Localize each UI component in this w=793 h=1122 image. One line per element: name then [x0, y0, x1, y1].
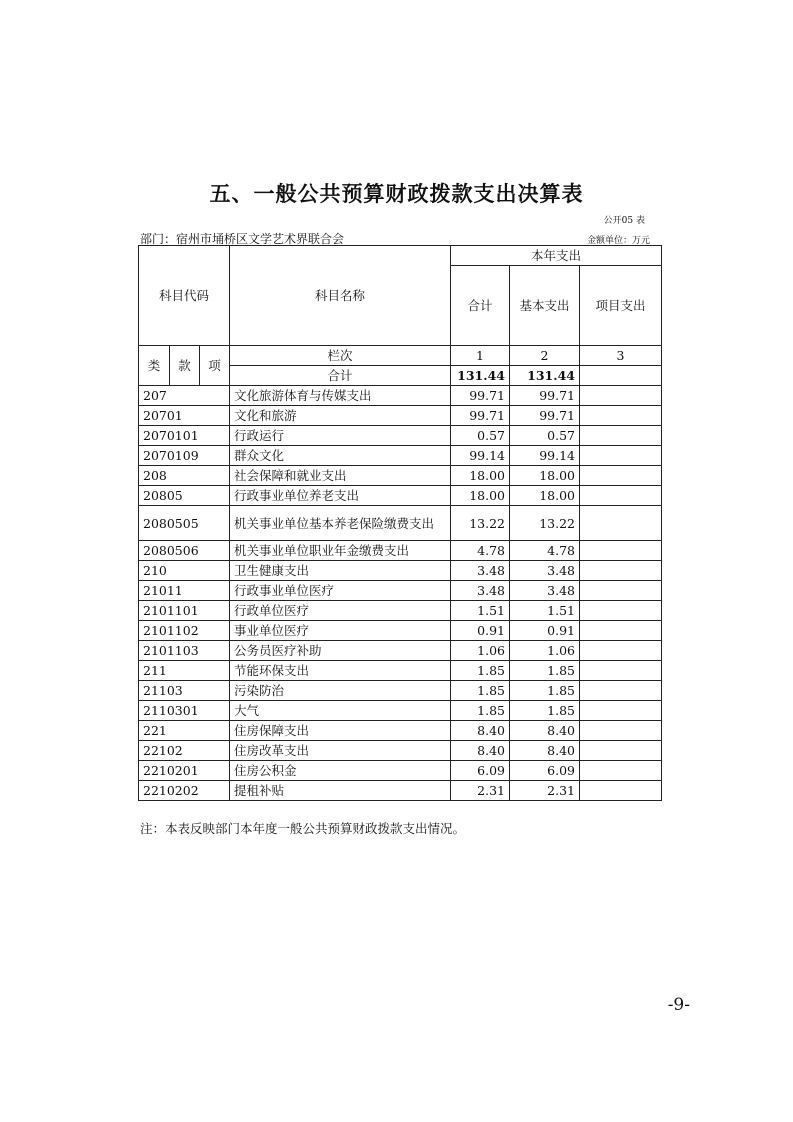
row-project [580, 426, 662, 446]
row-basic: 6.09 [510, 761, 580, 781]
row-name: 污染防治 [230, 681, 451, 701]
table-row [139, 426, 662, 446]
amount-unit-label: 金额单位：万元 [586, 236, 650, 246]
table-row [139, 601, 662, 621]
row-total: 8.40 [451, 741, 510, 761]
row-basic: 3.48 [510, 581, 580, 601]
row-basic: 4.78 [510, 541, 580, 561]
summary-project [580, 366, 662, 386]
header-category: 类 [139, 346, 170, 386]
table-row [139, 486, 662, 506]
row-total: 8.40 [451, 721, 510, 741]
row-name: 文化和旅游 [230, 406, 451, 426]
row-name: 节能环保支出 [230, 661, 451, 681]
header-xiang: 项 [200, 346, 230, 386]
page-title: 五、一般公共预算财政拨款支出决算表 [209, 182, 584, 206]
row-project [580, 661, 662, 681]
header-basic: 基本支出 [510, 266, 580, 346]
row-code: 21103 [139, 681, 230, 701]
row-basic: 1.85 [510, 681, 580, 701]
table-row [139, 741, 662, 761]
row-name: 卫生健康支出 [230, 561, 451, 581]
table-row [139, 681, 662, 701]
row-code: 221 [139, 721, 230, 741]
table-row [139, 446, 662, 466]
row-total: 99.14 [451, 446, 510, 466]
row-total: 1.85 [451, 701, 510, 721]
row-basic: 18.00 [510, 466, 580, 486]
header-row-1 [139, 246, 662, 266]
row-basic: 99.14 [510, 446, 580, 466]
row-total: 18.00 [451, 486, 510, 506]
column-number-1: 1 [451, 346, 510, 366]
row-code: 2210201 [139, 761, 230, 781]
row-project [580, 781, 662, 801]
row-code: 2101103 [139, 641, 230, 661]
form-number: 公开05 表 [603, 216, 645, 226]
row-code: 20805 [139, 486, 230, 506]
row-code: 210 [139, 561, 230, 581]
table-row [139, 386, 662, 406]
row-name: 群众文化 [230, 446, 451, 466]
row-basic: 99.71 [510, 386, 580, 406]
summary-basic: 131.44 [510, 366, 580, 386]
header-row-3 [139, 346, 662, 366]
summary-label: 合计 [230, 366, 451, 386]
row-project [580, 486, 662, 506]
row-total: 99.71 [451, 386, 510, 406]
row-name: 公务员医疗补助 [230, 641, 451, 661]
header-name: 科目名称 [230, 246, 451, 346]
row-total: 1.51 [451, 601, 510, 621]
column-number-2: 2 [510, 346, 580, 366]
row-basic: 0.91 [510, 621, 580, 641]
row-basic: 2.31 [510, 781, 580, 801]
table-row [139, 781, 662, 801]
row-basic: 1.51 [510, 601, 580, 621]
row-project [580, 561, 662, 581]
row-name: 机关事业单位基本养老保险缴费支出 [230, 506, 451, 541]
row-code: 2070109 [139, 446, 230, 466]
header-lanci: 栏次 [230, 346, 451, 366]
header-project: 项目支出 [580, 266, 662, 346]
table-row [139, 406, 662, 426]
row-total: 3.48 [451, 561, 510, 581]
row-total: 0.57 [451, 426, 510, 446]
row-total: 3.48 [451, 581, 510, 601]
table-row [139, 506, 662, 541]
row-code: 22102 [139, 741, 230, 761]
table-row [139, 641, 662, 661]
row-code: 2101101 [139, 601, 230, 621]
row-basic: 1.06 [510, 641, 580, 661]
header-kuan: 款 [170, 346, 200, 386]
row-name: 提租补贴 [230, 781, 451, 801]
row-code: 2101102 [139, 621, 230, 641]
row-code: 2080506 [139, 541, 230, 561]
header-total: 合计 [451, 266, 510, 346]
row-total: 13.22 [451, 506, 510, 541]
row-name: 行政单位医疗 [230, 601, 451, 621]
row-name: 文化旅游体育与传媒支出 [230, 386, 451, 406]
row-code: 2070101 [139, 426, 230, 446]
row-total: 1.85 [451, 661, 510, 681]
row-project [580, 641, 662, 661]
row-project [580, 581, 662, 601]
row-basic: 99.71 [510, 406, 580, 426]
row-name: 行政事业单位养老支出 [230, 486, 451, 506]
row-name: 住房保障支出 [230, 721, 451, 741]
row-basic: 1.85 [510, 701, 580, 721]
row-project [580, 721, 662, 741]
row-basic: 8.40 [510, 741, 580, 761]
row-basic: 3.48 [510, 561, 580, 581]
row-total: 4.78 [451, 541, 510, 561]
table-row [139, 541, 662, 561]
row-name: 事业单位医疗 [230, 621, 451, 641]
row-project [580, 741, 662, 761]
table-row [139, 581, 662, 601]
row-basic: 13.22 [510, 506, 580, 541]
summary-total: 131.44 [451, 366, 510, 386]
row-code: 211 [139, 661, 230, 681]
row-code: 2080505 [139, 506, 230, 541]
table-row [139, 561, 662, 581]
row-project [580, 466, 662, 486]
row-total: 1.85 [451, 681, 510, 701]
row-name: 行政事业单位医疗 [230, 581, 451, 601]
row-code: 208 [139, 466, 230, 486]
row-basic: 8.40 [510, 721, 580, 741]
department-label: 部门：宿州市埇桥区文学艺术界联合会 [140, 232, 345, 246]
row-name: 住房改革支出 [230, 741, 451, 761]
row-project [580, 681, 662, 701]
row-code: 207 [139, 386, 230, 406]
row-basic: 18.00 [510, 486, 580, 506]
table-row [139, 661, 662, 681]
row-project [580, 701, 662, 721]
page-number: -9- [667, 995, 690, 1015]
row-code: 2210202 [139, 781, 230, 801]
row-code: 20701 [139, 406, 230, 426]
row-basic: 1.85 [510, 661, 580, 681]
table-note: 注：本表反映部门本年度一般公共预算财政拨款支出情况。 [140, 821, 466, 836]
expenditure-table [138, 245, 662, 801]
row-basic: 0.57 [510, 426, 580, 446]
table-row [139, 466, 662, 486]
row-name: 大气 [230, 701, 451, 721]
column-number-3: 3 [580, 346, 662, 366]
row-name: 住房公积金 [230, 761, 451, 781]
row-total: 2.31 [451, 781, 510, 801]
row-project [580, 406, 662, 426]
row-project [580, 506, 662, 541]
table-row [139, 761, 662, 781]
row-project [580, 601, 662, 621]
table-row [139, 721, 662, 741]
row-code: 21011 [139, 581, 230, 601]
header-current-year: 本年支出 [451, 246, 662, 266]
row-name: 行政运行 [230, 426, 451, 446]
row-project [580, 386, 662, 406]
row-name: 机关事业单位职业年金缴费支出 [230, 541, 451, 561]
row-project [580, 761, 662, 781]
header-code: 科目代码 [139, 246, 230, 346]
table-row [139, 621, 662, 641]
row-name: 社会保障和就业支出 [230, 466, 451, 486]
row-code: 2110301 [139, 701, 230, 721]
row-total: 99.71 [451, 406, 510, 426]
row-total: 18.00 [451, 466, 510, 486]
row-total: 1.06 [451, 641, 510, 661]
row-project [580, 446, 662, 466]
row-total: 0.91 [451, 621, 510, 641]
row-project [580, 621, 662, 641]
row-total: 6.09 [451, 761, 510, 781]
table-row [139, 701, 662, 721]
row-project [580, 541, 662, 561]
